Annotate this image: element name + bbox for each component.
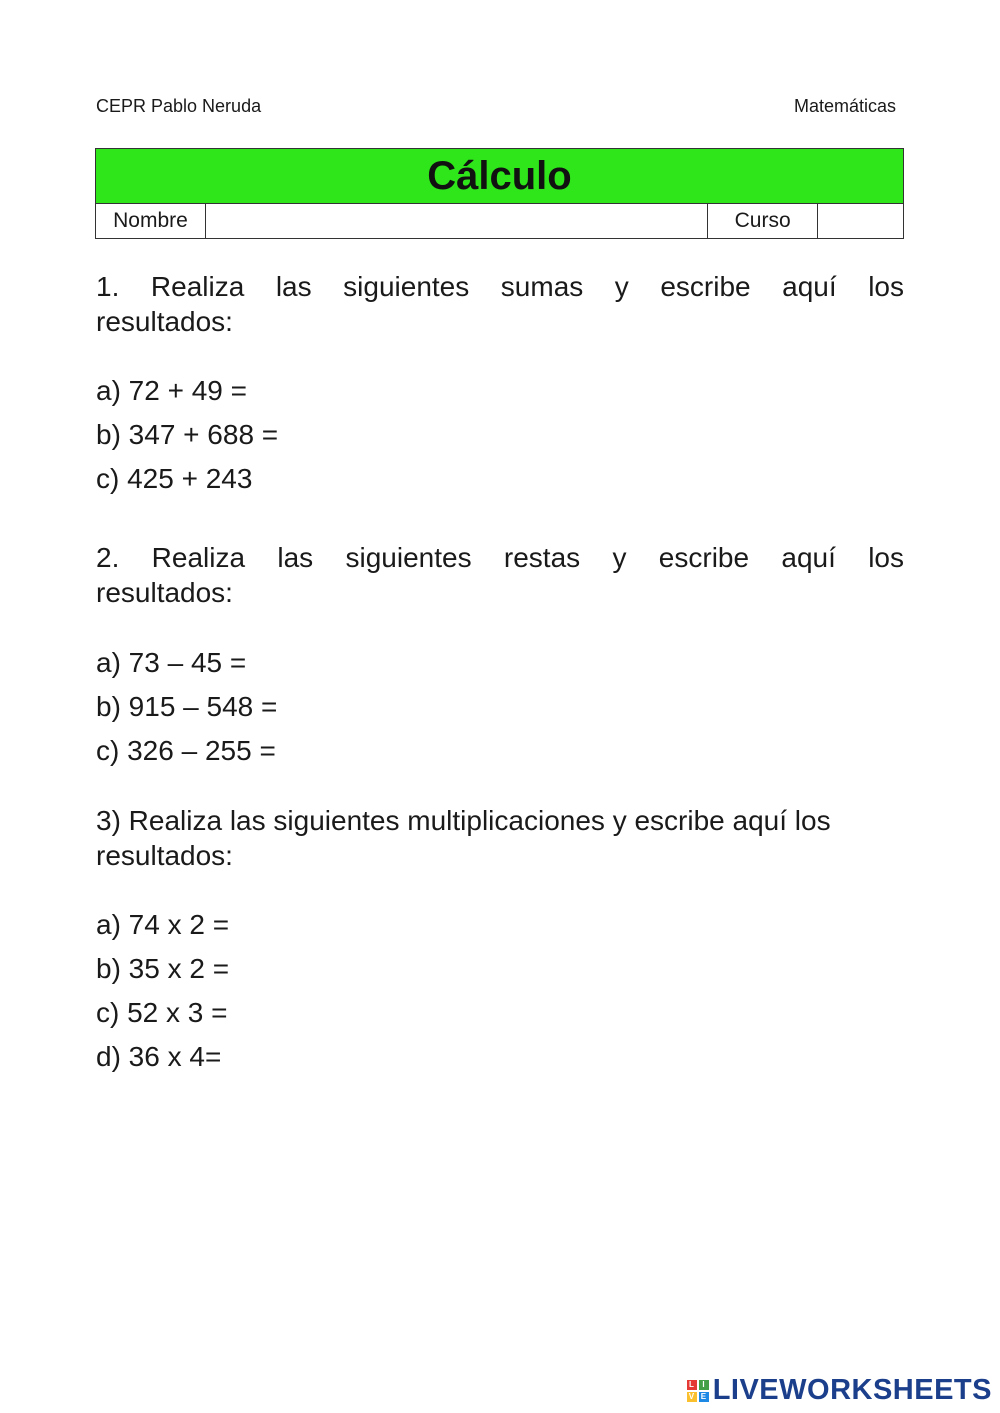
name-field[interactable] [205, 204, 707, 239]
course-field[interactable] [818, 204, 904, 239]
question-2-item: c) 326 – 255 = [96, 735, 276, 766]
question-3-item: d) 36 x 4= [96, 1041, 222, 1072]
logo-letter: L [687, 1380, 697, 1390]
question-1-text-cont: resultados: [96, 306, 233, 337]
liveworksheets-logo-icon [687, 1380, 709, 1402]
liveworksheets-brand[interactable] [687, 1374, 992, 1407]
logo-letter: I [699, 1380, 709, 1390]
logo-letter: E [699, 1392, 709, 1402]
question-2-text: 2. Realiza las siguientes restas y escribe aquí los [96, 542, 904, 573]
question-2-item: b) 915 – 548 = [96, 691, 278, 722]
school-name: CEPR Pablo Neruda [96, 96, 262, 116]
brand-name: LIVEWORKSHEETS [712, 1374, 992, 1406]
worksheet-title: Cálculo [96, 149, 904, 204]
question-3-item: a) 74 x 2 = [96, 909, 230, 940]
question-3-item: b) 35 x 2 = [96, 953, 230, 984]
question-2 [96, 540, 904, 610]
question-1-item: c) 425 + 243 [96, 463, 253, 494]
question-1-item: b) 347 + 688 = [96, 419, 279, 450]
question-1-item: a) 72 + 49 = [96, 375, 248, 406]
question-1 [96, 269, 904, 339]
question-3 [96, 803, 904, 873]
title-box [95, 148, 904, 239]
question-2-item: a) 73 – 45 = [96, 647, 247, 678]
question-3-text: 3) Realiza las siguientes multiplicaciones y escribe aquí los [96, 805, 831, 836]
question-3-item: c) 52 x 3 = [96, 997, 228, 1028]
question-3-text-cont: resultados: [96, 840, 233, 871]
subject-name: Matemáticas [793, 96, 896, 116]
question-1-text: 1. Realiza las siguientes sumas y escribe aquí los [96, 271, 904, 302]
name-label: Nombre [96, 204, 206, 239]
question-2-text-cont: resultados: [96, 577, 233, 608]
logo-letter: V [687, 1392, 697, 1402]
course-label: Curso [708, 204, 818, 239]
